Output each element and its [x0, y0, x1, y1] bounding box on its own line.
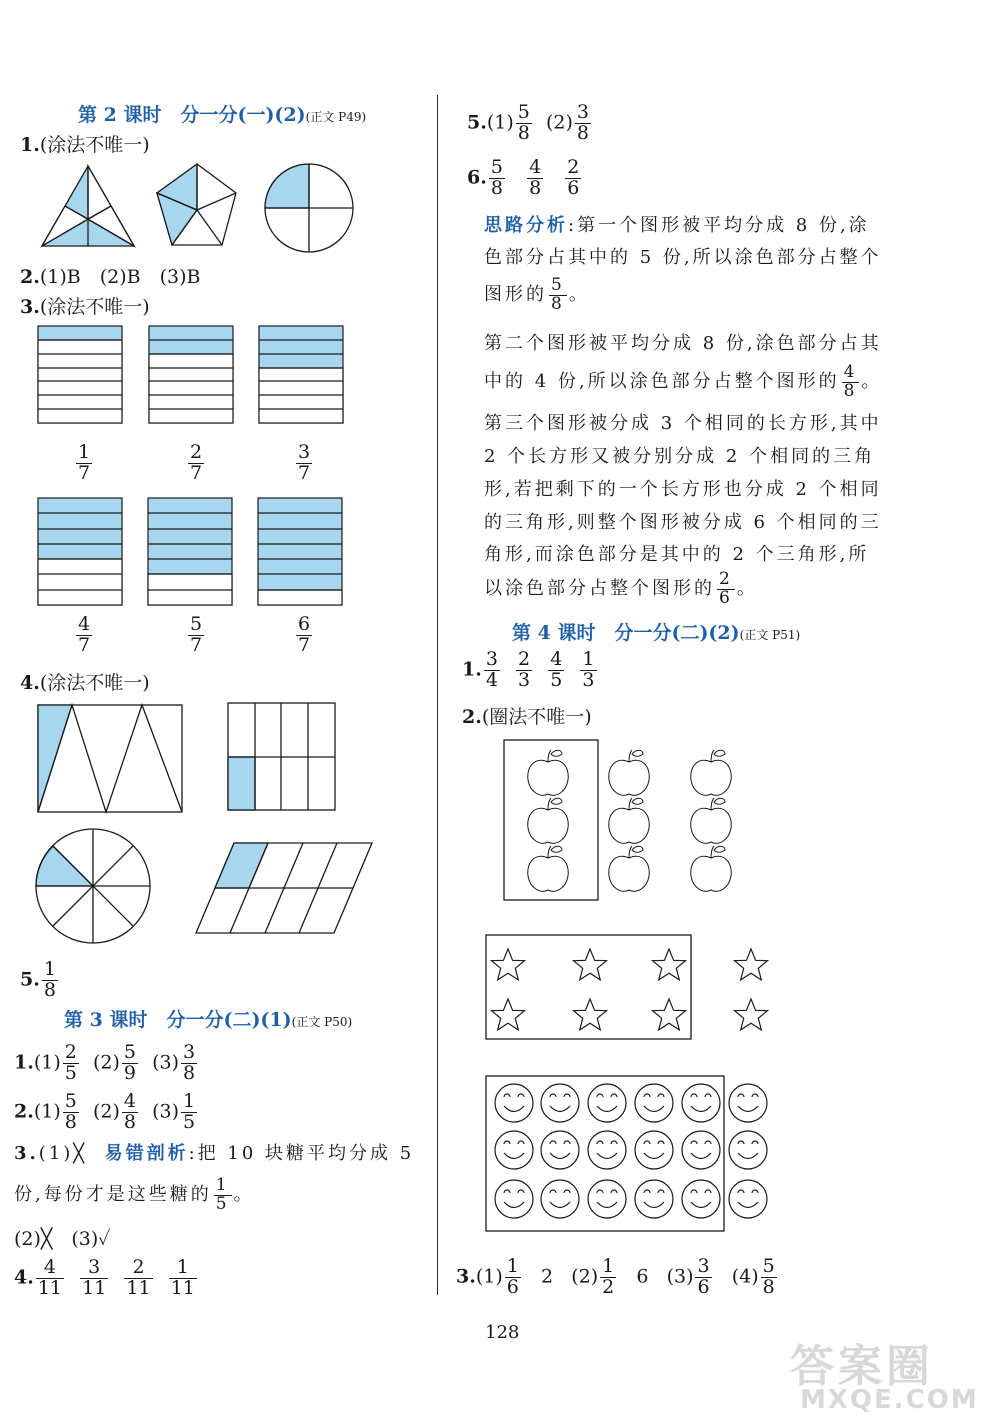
- l2-q5: 5. $\frac{1}{8}$: [20, 958, 56, 1001]
- pentagon-figure: [157, 164, 236, 245]
- apple-icon: [609, 846, 650, 891]
- triangle-figure: [42, 166, 134, 246]
- q-number: 5.: [20, 968, 40, 991]
- lesson4-title: 第 4 课时 分一分(二)(2): [512, 622, 740, 644]
- q-text: (涂法不唯一): [39, 296, 150, 318]
- star-icon: [653, 999, 686, 1030]
- smiley-icon: [635, 1180, 673, 1218]
- l3-q1: 1.(1) $\frac{2}{5}$ (2) $\frac{5}{9}$ (3) $\frac{3}{8}$: [14, 1041, 196, 1084]
- smiley-icon: [541, 1180, 579, 1218]
- analysis-line-10: 角形,而涂色部分是其中的 2 个三角形,所: [484, 544, 870, 565]
- lesson2-heading: [78, 100, 366, 127]
- apple-icon: [528, 846, 569, 891]
- l2-q2: [20, 262, 200, 289]
- fraction-label: $\frac{1}{7}$: [78, 441, 91, 484]
- l2-q4: [20, 668, 150, 695]
- watermark-url: MXQE.COM: [800, 1385, 979, 1415]
- smiley-icon: [495, 1131, 533, 1169]
- strip-box-2-7: [149, 326, 233, 423]
- l4-q3: 3.(1) $\frac{1}{6}$ 2 (2) $\frac{1}{2}$ 6 (3) $\frac{3}{6}$ (4) $\frac{5}{8}$: [456, 1255, 775, 1298]
- smiley-icon: [588, 1180, 626, 1218]
- analysis-line-4: 第二个图形被平均分成 8 份,涂色部分占其: [484, 333, 882, 354]
- smiley-grouping-figure: [0, 0, 1, 1]
- zigzag-rectangle-figure: [38, 705, 182, 812]
- apple-icon: [691, 750, 732, 795]
- smiley-icon: [588, 1084, 626, 1122]
- star-icon: [574, 999, 607, 1030]
- error-analysis-label: 易错剖析: [104, 1143, 189, 1164]
- apple-icon: [528, 750, 569, 795]
- q-number: 4.: [20, 672, 40, 694]
- q-number: 1.: [20, 134, 40, 156]
- smiley-icon: [541, 1131, 579, 1169]
- fraction-label: $\frac{3}{7}$: [298, 441, 311, 484]
- l3-q4: 4. $\frac{4}{11}$ $\frac{3}{11}$ $\frac{2}{11}$ $\frac{1}{11}$: [14, 1256, 195, 1299]
- strip-box-3-7: [259, 326, 343, 423]
- r-q5: 5.(1) $\frac{5}{8}$ (2) $\frac{3}{8}$: [467, 101, 589, 144]
- apple-icon: [691, 798, 732, 843]
- l4-q1: 1. $\frac{3}{4}$ $\frac{2}{3}$ $\frac{4}{5}$ $\frac{1}{3}$: [462, 648, 595, 691]
- smiley-icon: [495, 1180, 533, 1218]
- apple-icon: [609, 750, 650, 795]
- l3-q3-line3: (2)╳ (3)✓: [14, 1228, 111, 1250]
- smiley-icon: [635, 1084, 673, 1122]
- q-text: (涂法不唯一): [39, 134, 150, 156]
- star-icon: [492, 999, 525, 1030]
- analysis-line-7: 2 个长方形又被分别分成 2 个相同的三角: [484, 446, 876, 467]
- lesson2-ref: (正文 P49): [305, 110, 367, 124]
- analysis-line-9: 的三角形,则整个图形被分成 6 个相同的三: [484, 512, 882, 533]
- circle-eighths-figure: [36, 829, 150, 943]
- q-text: (1)B (2)B (3)B: [39, 266, 201, 288]
- analysis-line-1: 思路分析:第一个图形被平均分成 8 份,涂: [484, 215, 870, 236]
- l2-q3: [20, 292, 150, 319]
- circle-figure: [265, 164, 353, 252]
- smiley-icon: [682, 1180, 720, 1218]
- smiley-icon: [682, 1131, 720, 1169]
- q-number: 3.: [20, 296, 40, 318]
- smiley-icon: [495, 1084, 533, 1122]
- star-icon: [735, 949, 768, 980]
- star-icon: [735, 999, 768, 1030]
- analysis-line-11: 以涂色部分占整个图形的 $\frac{2}{6}$ 。: [484, 568, 758, 608]
- smiley-icon: [682, 1084, 720, 1122]
- watermark-logo: 答案圈: [790, 1341, 934, 1392]
- apple-icon: [691, 846, 732, 891]
- analysis-line-2: 色部分占其中的 5 份,所以涂色部分占整个: [484, 247, 882, 268]
- analysis-label: 思路分析: [484, 215, 568, 236]
- column-divider: [437, 95, 438, 1295]
- l3-q3-line2: 份,每份才是这些糖的 $\frac{1}{5}$ 。: [14, 1174, 255, 1214]
- lesson4-ref: (正文 P51): [739, 628, 801, 642]
- r-q6: 6. $\frac{5}{8}$ $\frac{4}{8}$ $\frac{2}{6}$: [467, 156, 580, 199]
- smiley-icon: [635, 1131, 673, 1169]
- q-number: 2.: [20, 266, 40, 288]
- l4-q2: 2.(圈法不唯一): [462, 706, 592, 728]
- grid-rectangle-figure: [228, 703, 335, 810]
- star-icon: [653, 949, 686, 980]
- smiley-icon: [541, 1084, 579, 1122]
- star-icon: [574, 949, 607, 980]
- fraction-label: $\frac{2}{7}$: [190, 441, 203, 484]
- analysis-line-8: 形,若把剩下的一个长方形也分成 2 个相同: [484, 479, 882, 500]
- l3-q3-line1: 3.(1)╳ 易错剖析:把 10 块糖平均分成 5: [14, 1143, 415, 1164]
- apple-icon: [528, 798, 569, 843]
- strip-box-4-7: [38, 498, 122, 605]
- strip-box-6-7: [258, 498, 342, 605]
- smiley-icon: [729, 1180, 767, 1218]
- q-text: (涂法不唯一): [39, 672, 150, 694]
- star-icon: [492, 949, 525, 980]
- apple-icon: [609, 798, 650, 843]
- fraction-label: $\frac{4}{7}$: [78, 613, 91, 656]
- lesson3-title: 第 3 课时 分一分(二)(1): [64, 1009, 292, 1031]
- lesson3-ref: (正文 P50): [291, 1015, 353, 1029]
- analysis-line-3: 图形的 $\frac{5}{8}$ 。: [484, 274, 590, 314]
- l2-q1: [20, 130, 150, 157]
- strip-box-1-7: [38, 326, 122, 423]
- l3-q2: 2.(1) $\frac{5}{8}$ (2) $\frac{4}{8}$ (3) $\frac{1}{5}$: [14, 1090, 196, 1133]
- page-number: 128: [485, 1322, 520, 1343]
- smiley-icon: [729, 1131, 767, 1169]
- analysis-line-6: 第三个图形被分成 3 个相同的长方形,其中: [484, 413, 882, 434]
- strip-box-5-7: [148, 498, 232, 605]
- fraction-label: $\frac{6}{7}$: [298, 613, 311, 656]
- lesson2-title: 第 2 课时 分一分(一)(2): [78, 104, 306, 126]
- fraction-label: $\frac{5}{7}$: [190, 613, 203, 656]
- smiley-icon: [588, 1131, 626, 1169]
- parallelogram-figure: [196, 843, 372, 933]
- smiley-icon: [729, 1084, 767, 1122]
- lesson3-heading: [64, 1005, 352, 1032]
- lesson4-heading: [512, 618, 800, 645]
- analysis-line-5: 中的 4 份,所以涂色部分占整个图形的 $\frac{4}{8}$ 。: [484, 361, 883, 401]
